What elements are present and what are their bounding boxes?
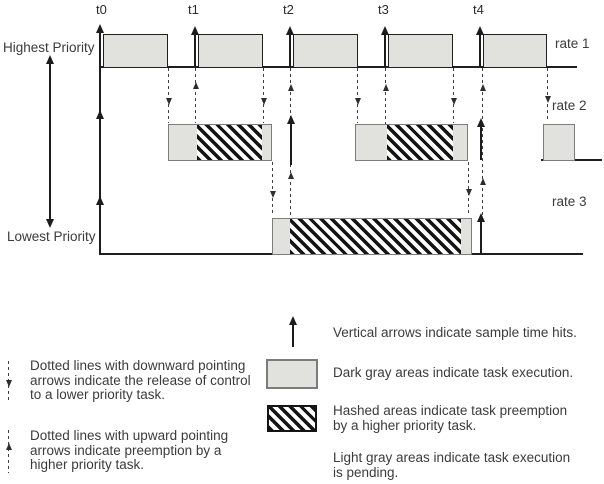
preemption-line — [385, 68, 386, 124]
t0-rate2-sample-hit-arrow-icon — [96, 110, 104, 119]
rate2-execution-segment — [169, 125, 197, 160]
priority-axis-line — [49, 62, 51, 220]
t2-sample-hit-arrow — [289, 31, 291, 67]
rate1-task-box-5 — [483, 34, 547, 67]
release-down-arrow-icon — [545, 96, 551, 103]
legend-preemption-up-arrow-icon — [6, 443, 12, 450]
legend-sample-hit-text — [333, 326, 577, 341]
lowest-priority-label: Lowest Priority — [7, 229, 96, 244]
rate2-execution-segment — [544, 125, 574, 160]
legend-sample-arrowhead-icon — [289, 316, 297, 325]
release-down-arrow-icon — [466, 189, 472, 196]
t1-sample-hit-arrow — [194, 31, 196, 67]
preemption-up-arrow-icon — [480, 178, 486, 185]
t2-rate2-sample-hit-arrow — [290, 120, 292, 165]
release-down-arrow-icon — [355, 98, 361, 105]
t3-sample-hit-arrow — [384, 31, 386, 67]
legend-line: Dotted lines with downward pointing — [30, 358, 246, 373]
legend-line: arrows indicate the release of control — [30, 372, 251, 388]
t4-sample-hit-arrow — [479, 31, 481, 67]
legend-preemption-text — [30, 429, 228, 473]
legend-line: Light gray areas indicate task execution — [333, 450, 571, 465]
legend-line: Dark gray areas indicate task execution. — [333, 365, 574, 380]
rate1-task-box-2 — [198, 34, 263, 67]
legend-light-gray-text — [333, 451, 570, 480]
legend-line: Hashed areas indicate task preemption — [333, 403, 568, 418]
release-line — [168, 68, 169, 123]
release-line — [547, 68, 548, 122]
preemption-up-arrow-icon — [288, 172, 294, 179]
rate3-task-box — [272, 218, 472, 255]
release-line — [272, 162, 273, 216]
t4-rate2-arrowhead-icon — [477, 118, 485, 127]
t2-rate2-arrowhead-icon — [287, 115, 295, 124]
tick-label-t4: t4 — [473, 2, 484, 17]
preemption-up-arrow-icon — [288, 84, 294, 91]
rate3-execution-segment — [461, 219, 471, 254]
release-line — [263, 68, 264, 123]
t0-rate3-sample-hit-arrow-icon — [96, 196, 104, 205]
legend-hashed-swatch — [267, 405, 317, 432]
rate2-task-box-3 — [543, 124, 575, 161]
t0-axis-line — [99, 28, 101, 255]
rate3-execution-segment — [273, 219, 290, 254]
highest-priority-label: Highest Priority — [3, 40, 95, 55]
rate3-preemption-hash-segment — [290, 219, 461, 254]
legend-line: Dotted lines with upward pointing — [30, 428, 229, 443]
tick-label-t2: t2 — [283, 2, 294, 17]
priority-axis-down-arrow-icon — [46, 219, 54, 228]
preemption-up-arrow-icon — [193, 82, 199, 89]
rate-2-label: rate 2 — [552, 98, 587, 113]
rate-3-label: rate 3 — [552, 194, 587, 209]
rate2-execution-segment — [262, 125, 271, 160]
preemption-line — [195, 68, 196, 123]
rate2-task-box-2 — [355, 124, 468, 161]
t4-rate3-sample-hit-arrow — [480, 218, 482, 254]
tick-label-t0: t0 — [96, 2, 107, 17]
rate2-preemption-hash-segment — [197, 125, 262, 160]
release-down-arrow-icon — [270, 191, 276, 198]
legend-preemption-line-glyph — [8, 430, 9, 473]
legend-line: Vertical arrows indicate sample time hits. — [333, 325, 577, 340]
rate2-preemption-hash-segment — [387, 125, 453, 160]
release-down-arrow-icon — [166, 98, 172, 105]
rate2-execution-segment — [453, 125, 467, 160]
rate1-task-box-3 — [293, 34, 358, 67]
legend-line: arrows indicate preemption by a — [30, 442, 222, 458]
legend-task-execution-text — [333, 366, 573, 381]
tick-label-t3: t3 — [378, 2, 389, 17]
release-down-arrow-icon — [261, 98, 267, 105]
legend-hashed-text — [333, 404, 567, 433]
legend-release-text — [30, 359, 251, 403]
tick-label-t1: t1 — [188, 2, 199, 17]
priority-axis-up-arrow-icon — [46, 55, 54, 64]
rate-1-label: rate 1 — [555, 36, 590, 51]
release-down-arrow-icon — [451, 98, 457, 105]
legend-line: is pending. — [333, 464, 399, 480]
t4-rate2-sample-hit-arrow — [480, 123, 482, 160]
legend-line: higher priority task. — [30, 457, 145, 472]
t0-rate1-sample-hit-arrow-icon — [96, 24, 104, 33]
legend-dark-gray-swatch — [266, 359, 318, 389]
t4-rate3-arrowhead-icon — [477, 213, 485, 222]
preemption-up-arrow-icon — [480, 84, 486, 91]
rate1-task-box-1 — [103, 34, 168, 67]
rate2-task-box-1 — [168, 124, 272, 161]
legend-line: by a higher priority task. — [333, 417, 477, 433]
preemption-up-arrow-icon — [383, 84, 389, 91]
rate2-execution-segment — [356, 125, 387, 160]
legend-release-down-arrow-icon — [6, 380, 12, 387]
rate1-task-box-4 — [388, 34, 453, 67]
release-line — [453, 68, 454, 123]
release-line — [357, 68, 358, 123]
legend-line: to a lower priority task. — [30, 387, 166, 402]
